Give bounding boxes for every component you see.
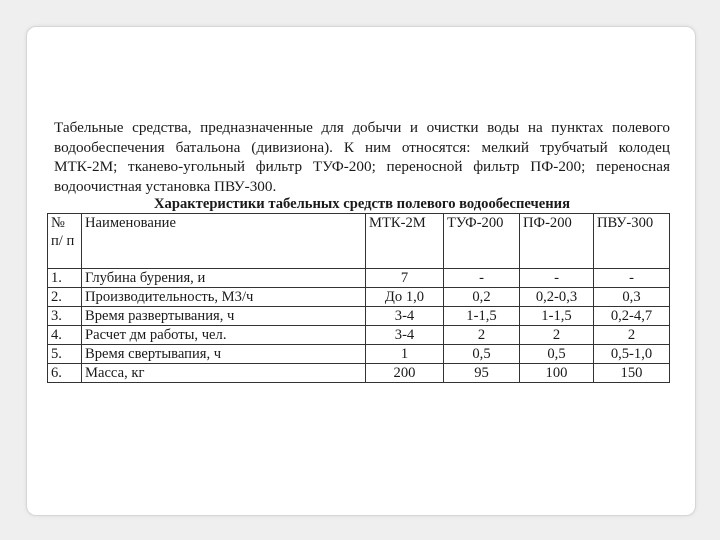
cell-pf: 0,2-0,3 xyxy=(520,288,594,307)
cell-pvu: 0,3 xyxy=(594,288,670,307)
cell-pf: - xyxy=(520,269,594,288)
header-mtk: МТК-2М xyxy=(366,214,444,269)
table-row xyxy=(48,288,670,307)
cell-pf: 1-1,5 xyxy=(520,307,594,326)
cell-name: Время развертывания, ч xyxy=(82,307,366,326)
cell-number: 1. xyxy=(48,269,82,288)
cell-tuf: 1-1,5 xyxy=(444,307,520,326)
table-row xyxy=(48,364,670,383)
cell-mtk: 7 xyxy=(366,269,444,288)
cell-pvu: 0,2-4,7 xyxy=(594,307,670,326)
cell-name: Расчет дм работы, чел. xyxy=(82,326,366,345)
cell-mtk: 200 xyxy=(366,364,444,383)
header-number: № п/ п xyxy=(48,214,82,269)
cell-number: 4. xyxy=(48,326,82,345)
cell-name: Масса, кг xyxy=(82,364,366,383)
characteristics-table xyxy=(47,213,670,383)
cell-name: Производительность, М3/ч xyxy=(82,288,366,307)
cell-mtk: До 1,0 xyxy=(366,288,444,307)
header-name: Наименование xyxy=(82,214,366,269)
cell-name: Глубина бурения, и xyxy=(82,269,366,288)
cell-pf: 100 xyxy=(520,364,594,383)
cell-pvu: 2 xyxy=(594,326,670,345)
cell-mtk: 3-4 xyxy=(366,307,444,326)
cell-pvu: - xyxy=(594,269,670,288)
document-body xyxy=(51,118,670,383)
cell-number: 5. xyxy=(48,345,82,364)
cell-number: 2. xyxy=(48,288,82,307)
table-row xyxy=(48,326,670,345)
cell-pf: 0,5 xyxy=(520,345,594,364)
table-row xyxy=(48,269,670,288)
cell-tuf: - xyxy=(444,269,520,288)
intro-paragraph: Табельные средства, предназначенные для добычи и очистки воды на пунктах полевого водообеспечения батальона (дивизиона). К ним относятся: мелкий трубчатый колодец МТК-2М; тканево-угольный фильтр ТУФ-200; переносной фильтр ПФ-200; переносная водоочистная установка ПВУ-300. xyxy=(54,119,670,195)
header-tuf: ТУФ-200 xyxy=(444,214,520,269)
cell-number: 3. xyxy=(48,307,82,326)
cell-name: Время свертывапия, ч xyxy=(82,345,366,364)
header-pf: ПФ-200 xyxy=(520,214,594,269)
cell-tuf: 2 xyxy=(444,326,520,345)
cell-tuf: 0,5 xyxy=(444,345,520,364)
header-pvu: ПВУ-300 xyxy=(594,214,670,269)
cell-pvu: 0,5-1,0 xyxy=(594,345,670,364)
table-header-row xyxy=(48,214,670,269)
cell-number: 6. xyxy=(48,364,82,383)
cell-mtk: 1 xyxy=(366,345,444,364)
cell-tuf: 0,2 xyxy=(444,288,520,307)
table-title: Характеристики табельных средств полевого водообеспечения xyxy=(154,196,570,212)
cell-tuf: 95 xyxy=(444,364,520,383)
table-row xyxy=(48,345,670,364)
cell-pvu: 150 xyxy=(594,364,670,383)
cell-pf: 2 xyxy=(520,326,594,345)
table-row xyxy=(48,307,670,326)
cell-mtk: 3-4 xyxy=(366,326,444,345)
